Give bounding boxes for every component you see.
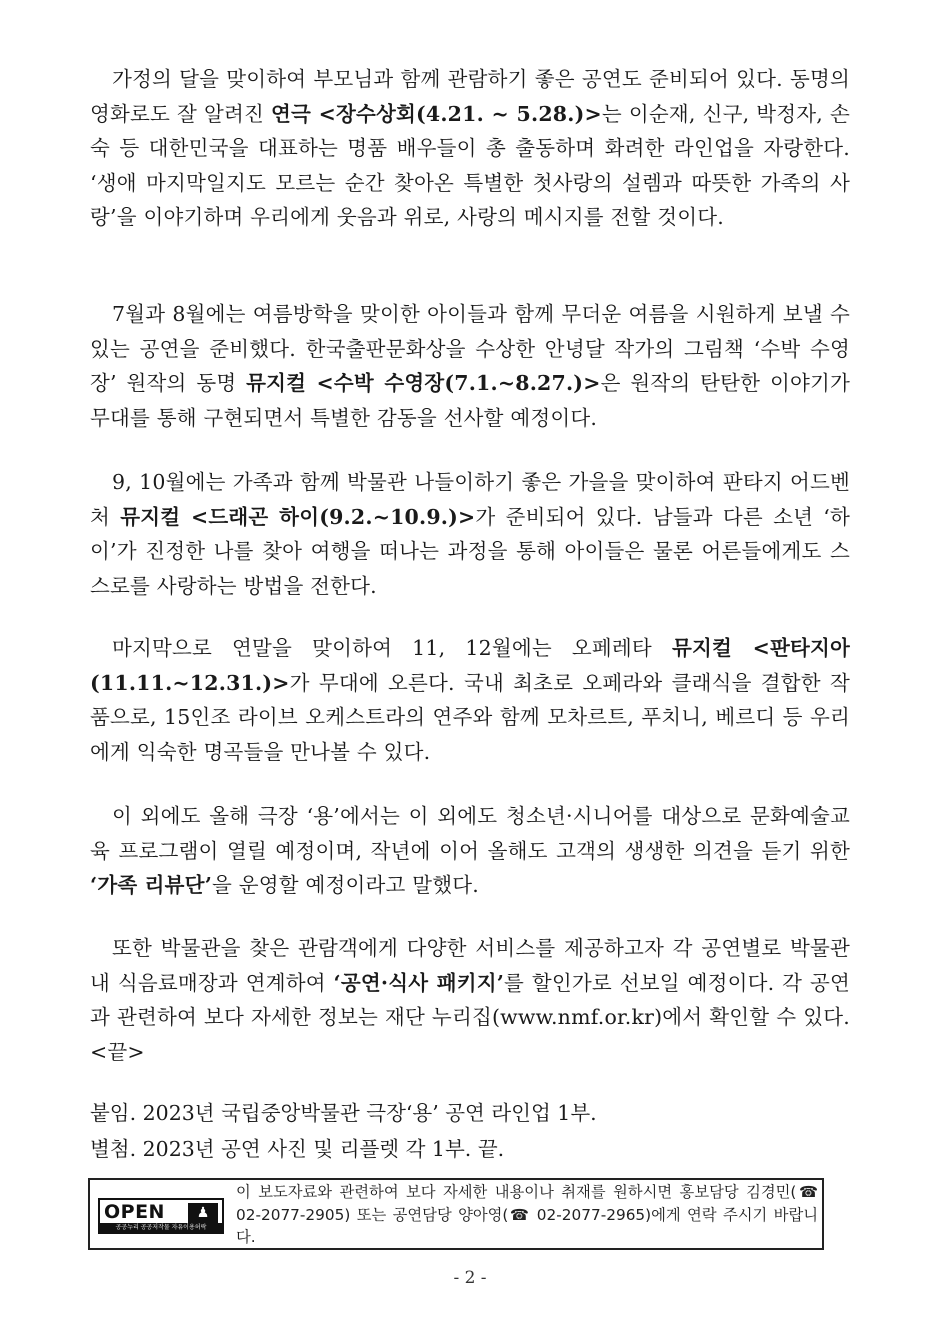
paragraph-education-review	[90, 799, 850, 903]
paragraph-text: 9, 10월에는 가족과 함께 박물관 나들이하기 좋은 가을을 맞이하여 판타지 어드벤처	[90, 470, 850, 529]
paragraph-text: 가정의 달을 맞이하여 부모님과 함께 관람하기 좋은 공연도 준비되어 있다. 동명의 영화로도 잘 알려진	[90, 67, 850, 126]
paragraph-text: 마지막으로 연말을 맞이하여 11, 12월에는 오페레타	[112, 636, 672, 660]
paragraph-text: 을 운영할 예정이라고 말했다.	[212, 873, 479, 897]
paragraph-text: 가 무대에 오른다. 국내 최초로 오페라와 클래식을 결합한 작품으로, 15인조 라이브 오케스트라의 연주와 함께 모차르트, 푸치니, 베르디 등 우리에게 익숙한 명곡들을 만나볼 수 있다.	[90, 670, 850, 764]
emphasized-title: 뮤지컬 <판타지아 (11.11.~12.31.)>	[90, 636, 851, 695]
open-license-badge	[98, 1198, 224, 1234]
page-number: - 2 -	[453, 1268, 487, 1288]
emphasized-title: 연극 <장수상회(4.21. ~ 5.28.)>	[270, 101, 602, 126]
paragraph-text: 를 할인가로 선보일 예정이다. 각 공연과 관련하여 보다 자세한 정보는 재단 누리집(www.nmf.or.kr)에서 확인할 수 있다. <끝>	[90, 970, 850, 1064]
attachment-line-2: 별첨. 2023년 공연 사진 및 리플렛 각 1부. 끝.	[90, 1137, 505, 1161]
paragraph-yearend-musical	[90, 631, 850, 769]
paragraph-text: 또한 박물관을 찾은 관람객에게 다양한 서비스를 제공하고자 각 공연별로 박물관 내 식음료매장과 연계하여	[90, 936, 850, 995]
contact-info-text: 이 보도자료와 관련하여 보다 자세한 내용이나 취재를 원하시면 홍보담당 김경민(☎ 02-2077-2905) 또는 공연담당 양아영(☎ 02-2077-2965)에게 연락 주시기 바랍니다.	[236, 1183, 818, 1246]
emphasized-title: 뮤지컬 <수박 수영장(7.1.~8.27.)>	[246, 371, 601, 395]
open-badge-text: OPEN	[104, 1201, 165, 1223]
paragraph-text: 는 이순재, 신구, 박정자, 손숙 등 대한민국을 대표하는 명품 배우들이 총 출동하며 화려한 라인업을 자랑한다. ‘생애 마지막일지도 모르는 순간 찾아온 특별한 첫사랑의 설렘과 따뜻한 가족의 사랑’을 이야기하며 우리에게 웃음과 위로, 사랑의 메시지를 전할 것이다.	[90, 101, 850, 229]
person-icon: ♟	[188, 1203, 218, 1223]
paragraph-text: 가 준비되어 있다. 남들과 다른 소년 ‘하이’가 진정한 나를 찾아 여행을 떠나는 과정을 통해 아이들은 물론 어른들에게도 스스로를 사랑하는 방법을 전한다.	[90, 504, 850, 598]
paragraph-text: 이 외에도 올해 극장 ‘용’에서는 이 외에도 청소년·시니어를 대상으로 문화예술교육 프로그램이 열릴 예정이며, 작년에 이어 올해도 고객의 생생한 의견을 듣기 위한	[90, 804, 850, 863]
paragraph-parents-month	[90, 62, 850, 235]
paragraph-text: 은 원작의 탄탄한 이야기가 무대를 통해 구현되면서 특별한 감동을 선사할 예정이다.	[90, 371, 850, 430]
paragraph-autumn-musical	[90, 465, 850, 603]
emphasized-title: ‘가족 리뷰단’	[90, 873, 213, 897]
attachment-line-1: 붙임. 2023년 국립중앙박물관 극장‘용’ 공연 라인업 1부.	[90, 1101, 597, 1125]
paragraph-package-service	[90, 931, 850, 1069]
paragraph-text: 7월과 8월에는 여름방학을 맞이한 아이들과 함께 무더운 여름을 시원하게 보낼 수 있는 공연을 준비했다. 한국출판문화상을 수상한 안녕달 작가의 그림책 ‘수박 수영장’ 원작의 동명	[90, 302, 850, 395]
paragraph-summer-musical	[90, 297, 850, 435]
emphasized-title: ‘공연·식사 패키지’	[333, 970, 505, 995]
emphasized-title: 뮤지컬 <드래곤 하이(9.2.~10.9.)>	[120, 504, 476, 529]
press-contact-box	[88, 1178, 824, 1250]
license-strip: 공공누리 공공저작물 자유이용허락	[100, 1223, 222, 1232]
